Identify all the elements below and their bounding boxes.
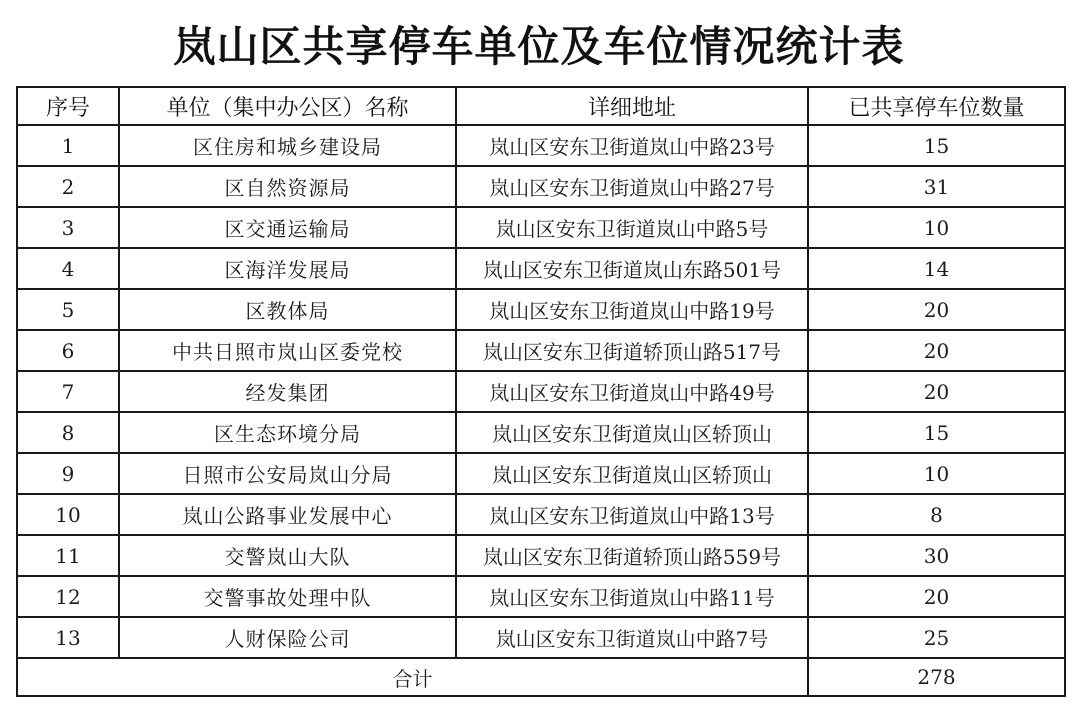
table-row bbox=[17, 535, 1065, 576]
row-address: 岚山区安东卫街道岚山中路5号 bbox=[456, 207, 808, 248]
row-shared-spaces: 20 bbox=[808, 576, 1065, 617]
row-unit-name: 人财保险公司 bbox=[119, 617, 456, 658]
row-address: 岚山区安东卫街道岚山中路19号 bbox=[456, 289, 808, 330]
row-serial-number: 7 bbox=[17, 371, 119, 412]
row-shared-spaces: 15 bbox=[808, 125, 1065, 166]
row-serial-number: 6 bbox=[17, 330, 119, 371]
header-serial-number: 序号 bbox=[17, 87, 119, 125]
table-row bbox=[17, 576, 1065, 617]
row-unit-name: 交警岚山大队 bbox=[119, 535, 456, 576]
table-row bbox=[17, 617, 1065, 658]
row-unit-name: 区海洋发展局 bbox=[119, 248, 456, 289]
table-row bbox=[17, 125, 1065, 166]
row-address: 岚山区安东卫街道岚山中路7号 bbox=[456, 617, 808, 658]
table-row bbox=[17, 330, 1065, 371]
total-label: 合计 bbox=[17, 658, 808, 696]
row-serial-number: 1 bbox=[17, 125, 119, 166]
table-row bbox=[17, 289, 1065, 330]
row-address: 岚山区安东卫街道岚山区轿顶山 bbox=[456, 453, 808, 494]
table-header-row bbox=[17, 87, 1065, 125]
row-unit-name: 岚山公路事业发展中心 bbox=[119, 494, 456, 535]
row-unit-name: 区住房和城乡建设局 bbox=[119, 125, 456, 166]
row-address: 岚山区安东卫街道岚山中路23号 bbox=[456, 125, 808, 166]
row-serial-number: 4 bbox=[17, 248, 119, 289]
row-address: 岚山区安东卫街道岚山中路11号 bbox=[456, 576, 808, 617]
row-serial-number: 8 bbox=[17, 412, 119, 453]
row-address: 岚山区安东卫街道轿顶山路559号 bbox=[456, 535, 808, 576]
total-value: 278 bbox=[808, 658, 1065, 696]
row-serial-number: 3 bbox=[17, 207, 119, 248]
row-shared-spaces: 25 bbox=[808, 617, 1065, 658]
row-serial-number: 11 bbox=[17, 535, 119, 576]
parking-statistics-table bbox=[16, 86, 1066, 697]
table-row bbox=[17, 248, 1065, 289]
row-address: 岚山区安东卫街道岚山中路49号 bbox=[456, 371, 808, 412]
row-unit-name: 经发集团 bbox=[119, 371, 456, 412]
row-address: 岚山区安东卫街道岚山区轿顶山 bbox=[456, 412, 808, 453]
row-shared-spaces: 8 bbox=[808, 494, 1065, 535]
row-shared-spaces: 30 bbox=[808, 535, 1065, 576]
table-row bbox=[17, 453, 1065, 494]
header-address: 详细地址 bbox=[456, 87, 808, 125]
row-unit-name: 日照市公安局岚山分局 bbox=[119, 453, 456, 494]
row-unit-name: 区教体局 bbox=[119, 289, 456, 330]
table-row bbox=[17, 166, 1065, 207]
row-serial-number: 10 bbox=[17, 494, 119, 535]
row-address: 岚山区安东卫街道岚山东路501号 bbox=[456, 248, 808, 289]
row-shared-spaces: 10 bbox=[808, 207, 1065, 248]
row-address: 岚山区安东卫街道岚山中路13号 bbox=[456, 494, 808, 535]
header-unit-name: 单位（集中办公区）名称 bbox=[119, 87, 456, 125]
table-row bbox=[17, 371, 1065, 412]
row-shared-spaces: 14 bbox=[808, 248, 1065, 289]
row-shared-spaces: 31 bbox=[808, 166, 1065, 207]
document-title: 岚山区共享停车单位及车位情况统计表 bbox=[173, 22, 905, 71]
table-total-row bbox=[17, 658, 1065, 696]
row-unit-name: 中共日照市岚山区委党校 bbox=[119, 330, 456, 371]
row-unit-name: 区交通运输局 bbox=[119, 207, 456, 248]
table-row bbox=[17, 207, 1065, 248]
row-unit-name: 交警事故处理中队 bbox=[119, 576, 456, 617]
row-serial-number: 12 bbox=[17, 576, 119, 617]
table-row bbox=[17, 412, 1065, 453]
row-shared-spaces: 15 bbox=[808, 412, 1065, 453]
row-address: 岚山区安东卫街道岚山中路27号 bbox=[456, 166, 808, 207]
row-shared-spaces: 20 bbox=[808, 371, 1065, 412]
row-unit-name: 区生态环境分局 bbox=[119, 412, 456, 453]
row-shared-spaces: 20 bbox=[808, 330, 1065, 371]
header-shared-spaces: 已共享停车位数量 bbox=[808, 87, 1065, 125]
row-unit-name: 区自然资源局 bbox=[119, 166, 456, 207]
row-shared-spaces: 10 bbox=[808, 453, 1065, 494]
row-serial-number: 5 bbox=[17, 289, 119, 330]
table-row bbox=[17, 494, 1065, 535]
row-serial-number: 2 bbox=[17, 166, 119, 207]
row-shared-spaces: 20 bbox=[808, 289, 1065, 330]
row-serial-number: 9 bbox=[17, 453, 119, 494]
row-serial-number: 13 bbox=[17, 617, 119, 658]
row-address: 岚山区安东卫街道轿顶山路517号 bbox=[456, 330, 808, 371]
